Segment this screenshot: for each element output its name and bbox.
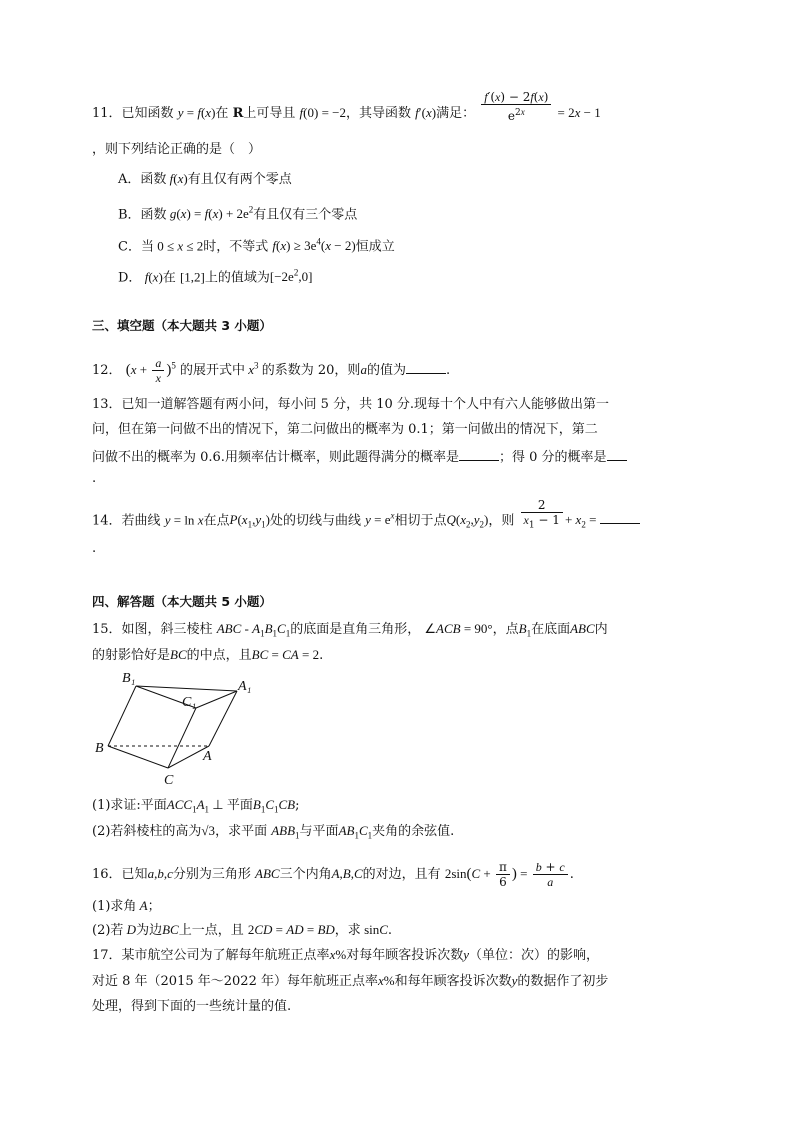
label-a1: A₁ (238, 679, 252, 694)
q11-line1: 11．已知函数 y = f(x)在 R上可导且 f(0) = −2，其导函数 f′(x)满足： $\frac{f'(x) - 2f(x)}{e^{2x}}$ = 2x − 1 (92, 90, 601, 123)
q16-part2: (2)若 D为边BC上一点，且 2CD = AD = BD，求 sinC. (92, 922, 393, 938)
q13-line4: . (92, 471, 97, 486)
label-b: B (95, 741, 104, 756)
q11-option-c: C．当 0 ≤ x ≤ 2时，不等式 $f(x) \ge 3e^4(x - 2)$恒成立 (118, 237, 395, 255)
q17-line1: 17．某市航空公司为了解每年航班正点率x%对每年顾客投诉次数y（单位：次）的影响， (92, 947, 599, 963)
q11-fraction: $\frac{f'(x) - 2f(x)}{e^{2x}}$ (481, 90, 551, 123)
q17-line3: 处理，得到下面的一些统计量的值. (92, 999, 292, 1014)
q13-answer-blank-2[interactable] (607, 446, 627, 461)
q13-line2: 问，但在第一问做不出的情况下，第二问做出的概率为 0.1；第一问做出的情况下，第二 (92, 422, 598, 437)
q11-line2: ，则下列结论正确的是（ ） (92, 142, 262, 157)
q13-line1: 13．已知一道解答题有两小问，每小问 5 分，共 10 分.现每十个人中有六人能够做出第一 (92, 397, 610, 412)
label-b1: B₁ (122, 671, 136, 686)
q12-answer-blank[interactable] (406, 359, 446, 374)
q15-part2: (2)若斜棱柱的高为√3，求平面 $ABB_1$与平面$AB_1C_1$夹角的余弦值. (92, 823, 455, 841)
q15-part1: (1)求证:平面$ACC_1A_1$ ⊥ 平面$B_1C_1CB$; (92, 797, 300, 815)
q14-line2: . (92, 541, 97, 556)
q15-line2: 的射影恰好是BC的中点，且BC = CA = 2. (92, 647, 324, 663)
label-c: C (164, 773, 174, 788)
q14-answer-blank[interactable] (600, 509, 640, 524)
q14-line1: 14．若曲线 y = ln x在点$P(x_1,y_1)$处的切线与曲线 $y = e^x$相切于点$Q(x_2,y_2)$，则 $\frac{2}{x_1 - 1}$ + $x_2$ = (92, 507, 640, 534)
q13-answer-blank-1[interactable] (459, 446, 499, 461)
prism-figure (92, 668, 262, 794)
label-c1: C₁ (182, 695, 197, 710)
q11-option-b: B．函数 $g(x) = f(x) + 2e^2$有且仅有三个零点 (118, 205, 358, 223)
q11-number: 11． (92, 106, 122, 121)
q16-part1: (1)求角 A； (92, 898, 161, 914)
label-a: A (203, 749, 212, 764)
q17-line2: 对近 8 年（2015 年～2022 年）每年航班正点率x%和每年顾客投诉次数y的数据作了初步 (92, 973, 609, 989)
section-3-title: 三、填空题（本大题共 3 小题） (92, 318, 272, 333)
section-4-title: 四、解答题（本大题共 5 小题） (92, 594, 272, 609)
q12-line: 12． (x + $\frac{a}{x}$ )$^5$ 的展开式中 $x^3$ 的系数为 20，则a的值为 . (92, 356, 451, 385)
q13-line3: 问做不出的概率为 0.6.用频率估计概率，则此题得满分的概率是 ；得 0 分的概率是 (92, 446, 627, 467)
q11-option-a: A．函数 f(x)有且仅有两个零点 (118, 171, 292, 187)
q15-line1: 15．如图，斜三棱柱 ABC - $A_1B_1C_1$的底面是直角三角形， ∠ACB = 90°，点$B_1$在底面ABC内 (92, 621, 608, 639)
prism-diagram (92, 668, 262, 790)
q16-line1: 16．已知a,b,c分别为三角形 ABC三个内角A,B,C的对边，且有 2sin(C + $\frac{\pi}{6}$ ) = $\frac{b + c}{a}$ . (92, 860, 574, 889)
q11-option-d: D． f(x)在 [1,2]上的值域为$[-2e^2,0]$ (118, 268, 313, 286)
